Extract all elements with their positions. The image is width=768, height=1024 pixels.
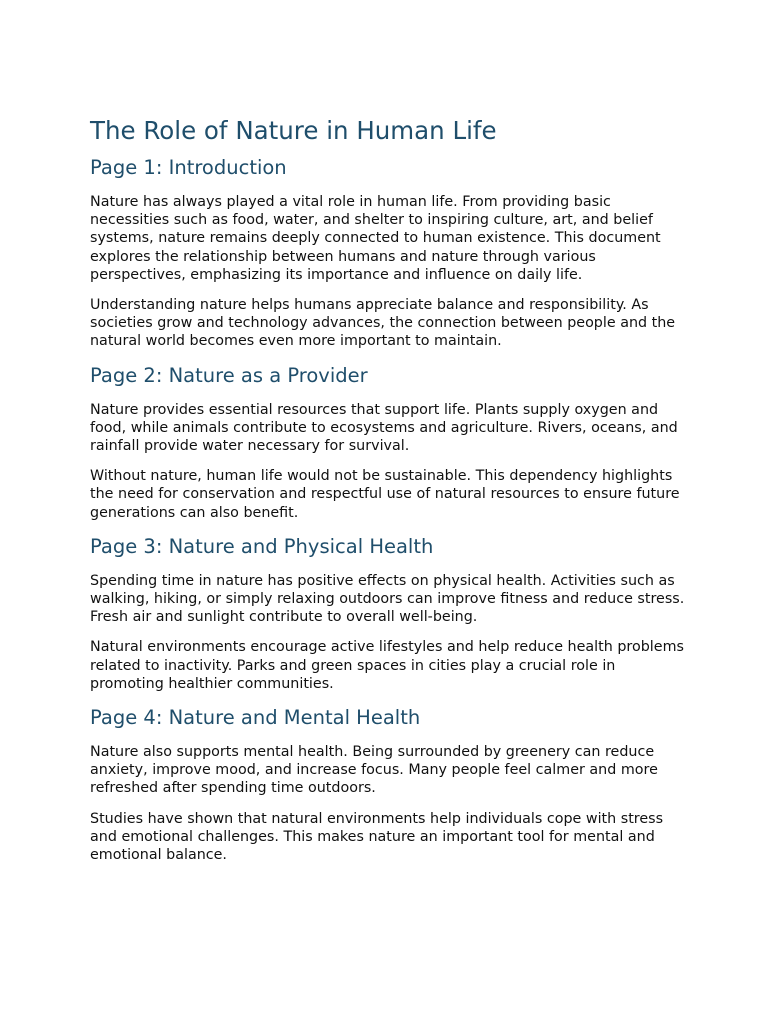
section-heading: Page 4: Nature and Mental Health	[90, 706, 421, 730]
section-heading: Page 3: Nature and Physical Health	[90, 534, 434, 558]
document-page	[90, 115, 690, 876]
section-mental-health	[90, 705, 690, 864]
section-introduction	[90, 155, 690, 351]
paragraph: Nature provides essential resources that support life. Plants supply oxygen and food, while animals contribute to ecosystems and agriculture. Rivers, oceans, and rainfall provide water necessary for survival.	[90, 401, 678, 455]
paragraph: Natural environments encourage active lifestyles and help reduce health problems related to inactivity. Parks and green spaces in cities play a crucial role in promoting healthier communities.	[90, 639, 684, 692]
paragraph: Understanding nature helps humans appreciate balance and responsibility. As societies grow and technology advances, the connection between people and the natural world becomes even more important to maintain.	[90, 297, 676, 350]
section-physical-health	[90, 534, 690, 693]
paragraph: Spending time in nature has positive effects on physical health. Activities such as walking, hiking, or simply relaxing outdoors can improve fitness and reduce stress. Fresh air and sunlight contribute to overall well-being.	[90, 572, 685, 626]
document-title: The Role of Nature in Human Life	[90, 116, 497, 145]
section-heading: Page 2: Nature as a Provider	[90, 363, 368, 387]
paragraph: Nature has always played a vital role in human life. From providing basic necessities such as food, water, and shelter to inspiring culture, art, and belief systems, nature remains deeply connected to human existence. This document explores the relationship between humans and nature through various perspectives, emphasizing its importance and influence on daily life.	[90, 194, 661, 283]
section-heading: Page 1: Introduction	[90, 156, 287, 179]
section-provider	[90, 363, 690, 522]
paragraph: Studies have shown that natural environments help individuals cope with stress and emotional challenges. This makes nature an important tool for mental and emotional balance.	[90, 810, 664, 864]
paragraph: Nature also supports mental health. Being surrounded by greenery can reduce anxiety, improve mood, and increase focus. Many people feel calmer and more refreshed after spending time outdoors.	[90, 744, 658, 797]
paragraph: Without nature, human life would not be sustainable. This dependency highlights the need for conservation and respectful use of natural resources to ensure future generations can also benefit.	[90, 468, 680, 521]
